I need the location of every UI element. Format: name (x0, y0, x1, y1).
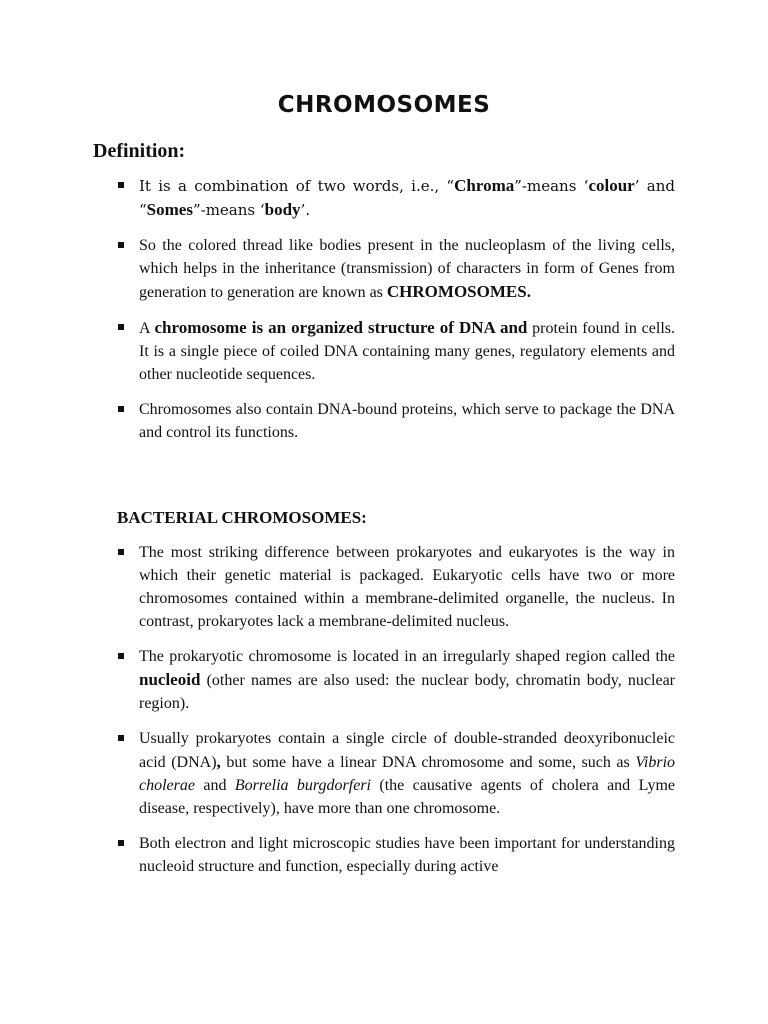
list-item: A chromosome is an organized structure of DNA and protein found in cells. It is a single piece of coiled DNA containing many genes, regulatory elements and other nucleotide sequences. (117, 316, 675, 386)
list-item: So the colored thread like bodies present in the nucleoplasm of the living cells, which helps in the inheritance (transmission) of characters in form of Genes from generation to generation are known as CHROMOSOMES. (117, 234, 675, 304)
definition-heading: Definition: (93, 140, 186, 162)
list-item: Both electron and light microscopic studies have been important for understanding nucleoid structure and function, especially during active (117, 832, 675, 878)
list-item: The prokaryotic chromosome is located in an irregularly shaped region called the nucleoid (other names are also used: the nuclear body, chromatin body, nuclear region). (117, 645, 675, 715)
list-item: It is a combination of two words, i.e., “Chroma”-means ‘colour’ and “Somes”-means ‘body’. (117, 174, 675, 222)
list-item: Chromosomes also contain DNA-bound proteins, which serve to package the DNA and control its functions. (117, 398, 675, 444)
list-item: The most striking difference between prokaryotes and eukaryotes is the way in which their genetic material is packaged. Eukaryotic cells have two or more chromosomes contained within a membrane-delimited organelle, the nucleus. In contrast, prokaryotes lack a membrane-delimited nucleus. (117, 541, 675, 633)
definition-list (117, 174, 675, 456)
page-title: CHROMOSOMES (277, 92, 491, 118)
list-item: Usually prokaryotes contain a single circle of double-stranded deoxyribonucleic acid (DNA), but some have a linear DNA chromosome and some, such as Vibrio cholerae and Borrelia burgdorferi (the causative agents of cholera and Lyme disease, respectively), have more than one chromosome. (117, 727, 675, 820)
bacterial-chromosomes-heading: BACTERIAL CHROMOSOMES: (117, 508, 367, 527)
bacterial-list (117, 541, 675, 890)
